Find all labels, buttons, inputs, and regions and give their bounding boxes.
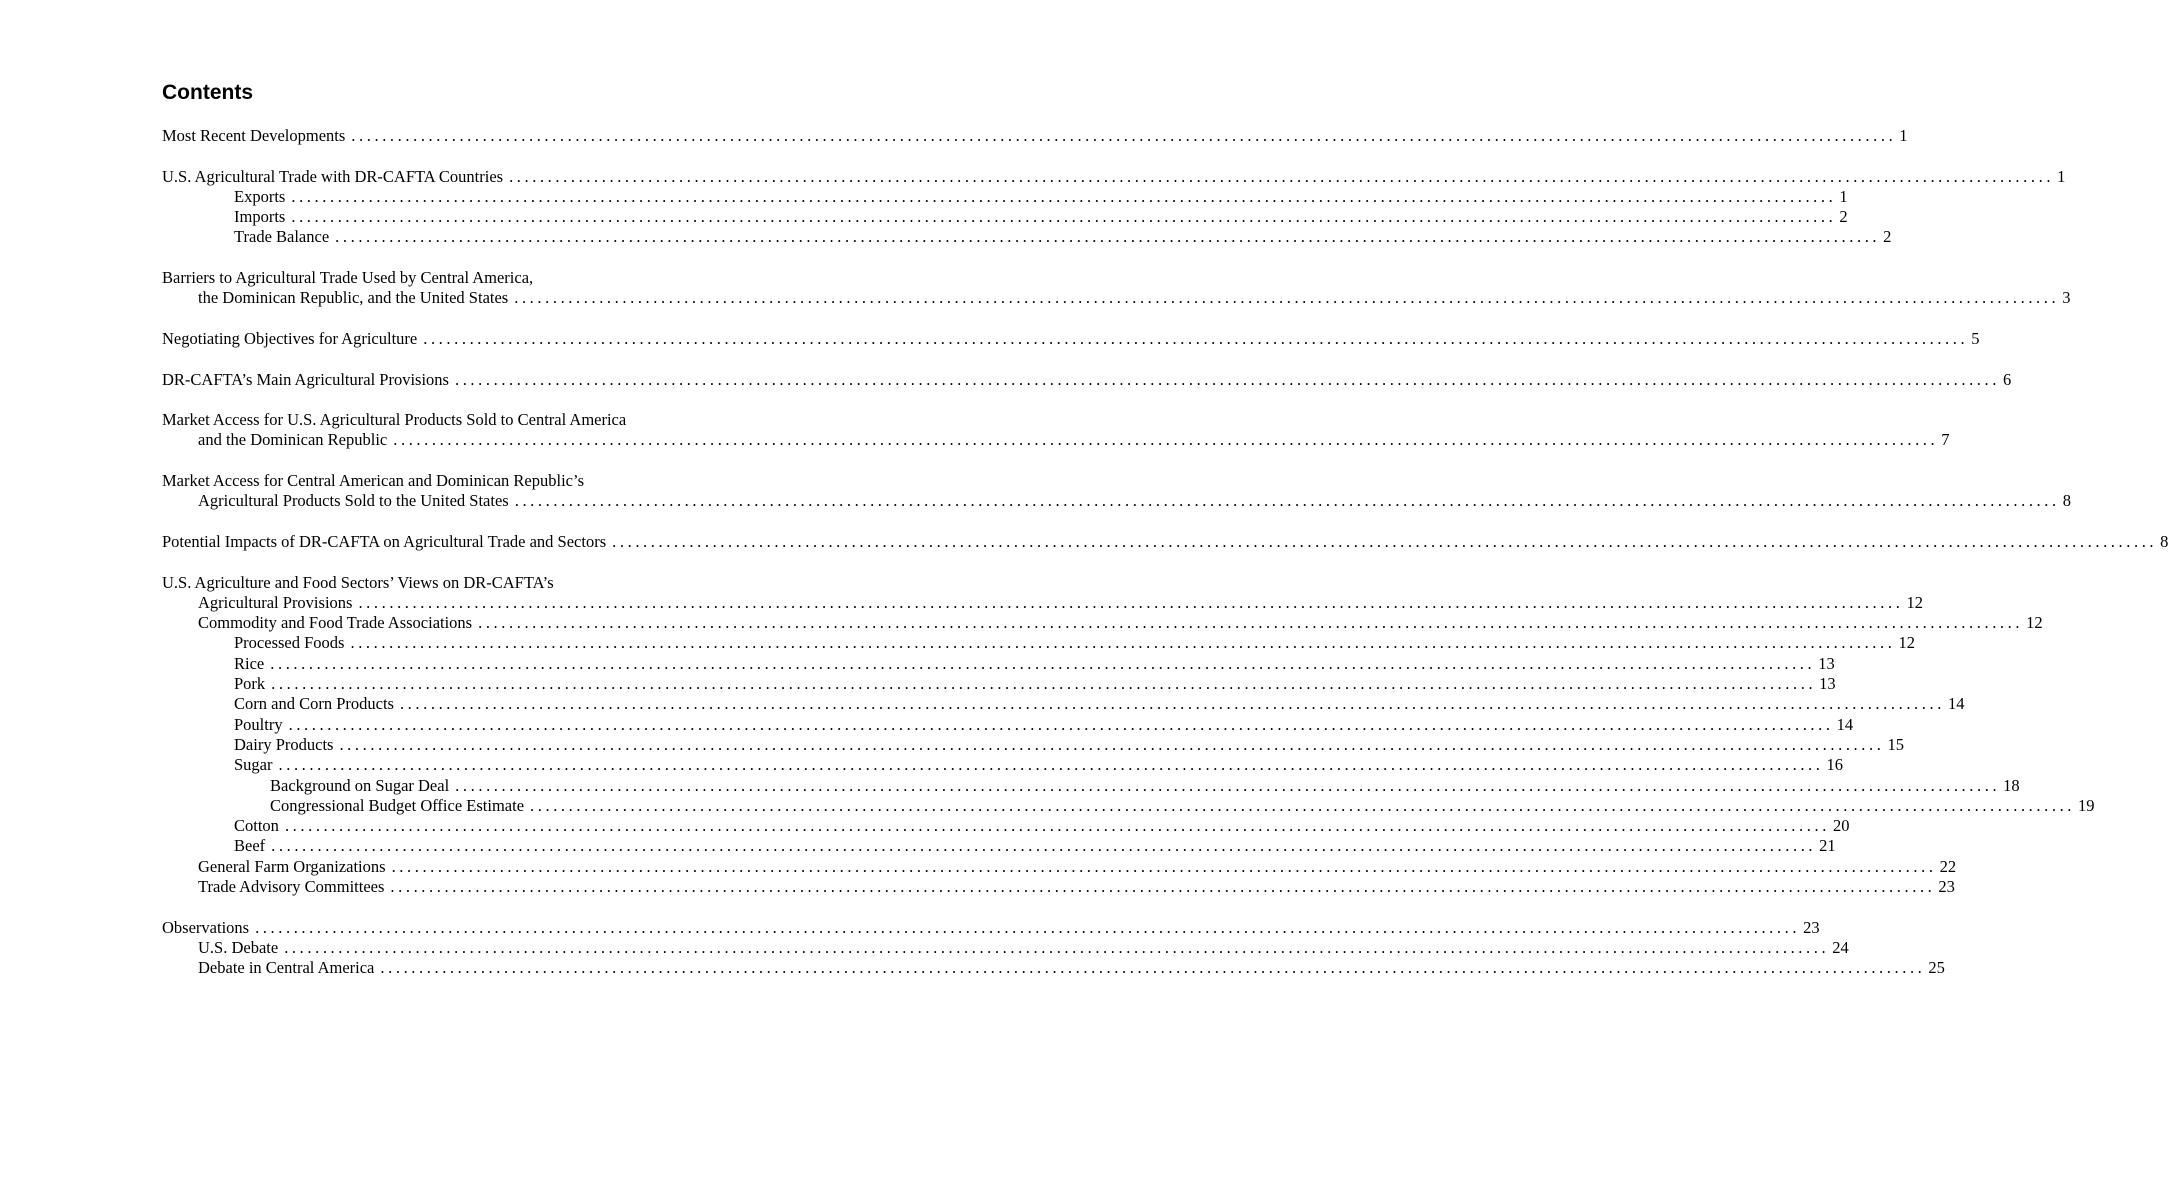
page-title: Contents: [162, 81, 253, 104]
toc-entry-label: Congressional Budget Office Estimate: [270, 795, 525, 815]
toc-entry-potential-impacts[interactable]: [162, 531, 2168, 552]
toc-page-number: 25: [1928, 958, 1945, 978]
toc-entry-barriers-line1[interactable]: Barriers to Agricultural Trade Used by Central America,: [162, 268, 534, 288]
toc-page-number: 1: [1899, 126, 1908, 145]
dot-leader: ........................................................................................................................................................................................................: [284, 816, 1830, 836]
toc-entry-label: Commodity and Food Trade Associations: [198, 613, 473, 633]
toc-entry-sector-views-line1[interactable]: U.S. Agriculture and Food Sectors’ Views on DR-CAFTA’s: [162, 572, 554, 592]
toc-page-number: 12: [2026, 613, 2043, 633]
toc-entry-label: Debate in Central America: [198, 958, 375, 978]
toc-entry-label: General Farm Organizations: [198, 856, 386, 876]
toc-page-number: 23: [1938, 876, 1955, 896]
dot-leader: ........................................................................................................................................................................................................: [514, 491, 2060, 511]
toc-page-number: 14: [1836, 714, 1854, 734]
toc-entry-label: U.S. Debate: [198, 937, 279, 957]
toc-entry-label: Rice: [234, 653, 265, 673]
toc-entry-negotiating-objectives[interactable]: [162, 328, 1980, 349]
dot-leader: ........................................................................................................................................................................................................: [335, 227, 1881, 247]
dot-leader: ........................................................................................................................................................................................................: [423, 328, 1969, 348]
toc-entry-label: Most Recent Developments: [162, 126, 346, 145]
toc-entry-label: Cotton: [234, 816, 279, 836]
toc-entry-label: Exports: [234, 186, 286, 206]
toc-entry-farm-organizations[interactable]: [162, 856, 1957, 877]
toc-entry-label: and the Dominican Republic: [198, 430, 388, 450]
toc-entry-label: the Dominican Republic, and the United States: [198, 288, 509, 308]
toc-page-number: 22: [1939, 856, 1957, 876]
toc-entry-market-access-us[interactable]: [162, 430, 1950, 450]
dot-leader: ........................................................................................................................................................................................................: [351, 126, 1897, 145]
dot-leader: ........................................................................................................................................................................................................: [380, 958, 1926, 978]
toc-entry-trade-balance[interactable]: [162, 227, 1892, 247]
table-of-contents: [162, 126, 2168, 978]
toc-entry-imports[interactable]: [162, 207, 1848, 227]
toc-entry-dairy[interactable]: [162, 734, 1904, 755]
toc-entry-label: Observations: [162, 917, 250, 937]
toc-entry-pork[interactable]: [162, 674, 1836, 694]
toc-entry-label: DR-CAFTA’s Main Agricultural Provisions: [162, 369, 449, 389]
dot-leader: ........................................................................................................................................................................................................: [271, 674, 1817, 694]
toc-page-number: 5: [1971, 328, 1980, 348]
dot-leader: ........................................................................................................................................................................................................: [270, 653, 1816, 673]
toc-entry-trade-advisory[interactable]: [162, 876, 1955, 897]
toc-entry-exports[interactable]: [162, 186, 1848, 207]
dot-leader: ........................................................................................................................................................................................................: [291, 186, 1837, 206]
toc-page-number: 15: [1887, 734, 1904, 754]
toc-page-number: 21: [1819, 836, 1836, 856]
dot-leader: ........................................................................................................................................................................................................: [284, 937, 1830, 957]
dot-leader: ........................................................................................................................................................................................................: [358, 592, 1904, 612]
dot-leader: ........................................................................................................................................................................................................: [514, 288, 2060, 308]
toc-page-number: 24: [1832, 937, 1849, 957]
toc-page-number: 7: [1941, 430, 1950, 450]
toc-page-number: 13: [1819, 674, 1836, 694]
toc-page-number: 12: [1898, 633, 1915, 653]
toc-entry-agricultural-provisions[interactable]: [162, 592, 1923, 613]
toc-entry-market-access-ca-line1[interactable]: Market Access for Central American and Dominican Republic’s: [162, 471, 584, 491]
toc-entry-label: Pork: [234, 674, 266, 694]
toc-page-number: 19: [2078, 795, 2095, 815]
toc-entry-label: Poultry: [234, 714, 283, 734]
dot-leader: ........................................................................................................................................................................................................: [339, 734, 1885, 754]
toc-entry-label: Potential Impacts of DR-CAFTA on Agricultural Trade and Sectors: [162, 531, 607, 551]
toc-page-number: 18: [2003, 775, 2020, 795]
toc-entry-sugar-deal[interactable]: [162, 775, 2020, 796]
dot-leader: ........................................................................................................................................................................................................: [391, 856, 1937, 876]
toc-page-number: 6: [2002, 369, 2012, 389]
toc-entry-label: Processed Foods: [234, 633, 345, 653]
toc-entry-market-access-us-line1[interactable]: Market Access for U.S. Agricultural Products Sold to Central America: [162, 410, 627, 430]
toc-page-number: 8: [2062, 491, 2071, 511]
dot-leader: ........................................................................................................................................................................................................: [291, 207, 1837, 227]
toc-entry-label: Dairy Products: [234, 734, 334, 754]
toc-entry-us-debate[interactable]: [162, 937, 1849, 958]
toc-page-number: 20: [1832, 816, 1850, 836]
toc-page-number: 23: [1803, 917, 1820, 937]
toc-page-number: 1: [1839, 186, 1848, 206]
toc-entry-main-provisions[interactable]: [162, 369, 2012, 390]
toc-entry-label: Agricultural Provisions: [198, 592, 353, 612]
toc-entry-cbo-estimate[interactable]: [162, 795, 2095, 816]
toc-page-number: 2: [1883, 227, 1892, 247]
toc-entry-label: Sugar: [234, 755, 273, 775]
toc-entry-label: Background on Sugar Deal: [270, 775, 450, 795]
toc-page-number: 12: [1906, 592, 1923, 612]
toc-entry-most-recent-developments[interactable]: [162, 126, 1908, 146]
toc-entry-label: Trade Balance: [234, 227, 330, 247]
toc-entry-market-access-ca[interactable]: [162, 491, 2071, 511]
dot-leader: ........................................................................................................................................................................................................: [278, 755, 1824, 775]
dot-leader: ........................................................................................................................................................................................................: [288, 714, 1834, 734]
dot-leader: ........................................................................................................................................................................................................: [454, 369, 2000, 389]
dot-leader: ........................................................................................................................................................................................................: [390, 876, 1936, 896]
toc-entry-label: Corn and Corn Products: [234, 694, 394, 714]
dot-leader: ........................................................................................................................................................................................................: [350, 633, 1896, 653]
dot-leader: ........................................................................................................................................................................................................: [399, 694, 1945, 714]
toc-entry-rice[interactable]: [162, 653, 1835, 674]
toc-entry-beef[interactable]: [162, 836, 1836, 856]
toc-entry-us-agricultural-trade[interactable]: [162, 166, 2066, 187]
toc-page-number: 8: [2160, 531, 2168, 551]
toc-entry-label: Negotiating Objectives for Agriculture: [162, 328, 418, 348]
toc-page-number: 14: [1947, 694, 1965, 714]
dot-leader: ........................................................................................................................................................................................................: [255, 917, 1801, 937]
dot-leader: ........................................................................................................................................................................................................: [509, 166, 2055, 186]
toc-page-number: 2: [1839, 207, 1848, 227]
toc-entry-label: Agricultural Products Sold to the United States: [198, 491, 509, 511]
toc-entry-corn[interactable]: [162, 694, 1965, 714]
toc-entry-label: Imports: [234, 207, 286, 227]
toc-entry-label: Beef: [234, 836, 266, 856]
toc-page-number: 1: [2057, 166, 2066, 186]
toc-entry-processed-foods[interactable]: [162, 633, 1915, 653]
toc-entry-sugar[interactable]: [162, 755, 1843, 775]
toc-entry-barriers[interactable]: [162, 288, 2071, 308]
toc-entry-label: U.S. Agricultural Trade with DR-CAFTA Countries: [162, 166, 504, 186]
dot-leader: ........................................................................................................................................................................................................: [478, 613, 2024, 633]
dot-leader: ........................................................................................................................................................................................................: [612, 531, 2158, 551]
toc-entry-poultry[interactable]: [162, 714, 1854, 735]
toc-entry-commodity-associations[interactable]: [162, 613, 2043, 633]
toc-page-number: 3: [2062, 288, 2071, 308]
toc-entry-cotton[interactable]: [162, 816, 1850, 836]
toc-entry-label: Trade Advisory Committees: [198, 876, 385, 896]
toc-page-number: 16: [1826, 755, 1843, 775]
toc-page-number: 13: [1818, 653, 1835, 673]
dot-leader: ........................................................................................................................................................................................................: [455, 775, 2001, 795]
toc-entry-central-america-debate[interactable]: [162, 958, 1945, 978]
dot-leader: ........................................................................................................................................................................................................: [271, 836, 1817, 856]
dot-leader: ........................................................................................................................................................................................................: [393, 430, 1939, 450]
dot-leader: ........................................................................................................................................................................................................: [530, 795, 2076, 815]
toc-entry-observations[interactable]: [162, 917, 1820, 938]
